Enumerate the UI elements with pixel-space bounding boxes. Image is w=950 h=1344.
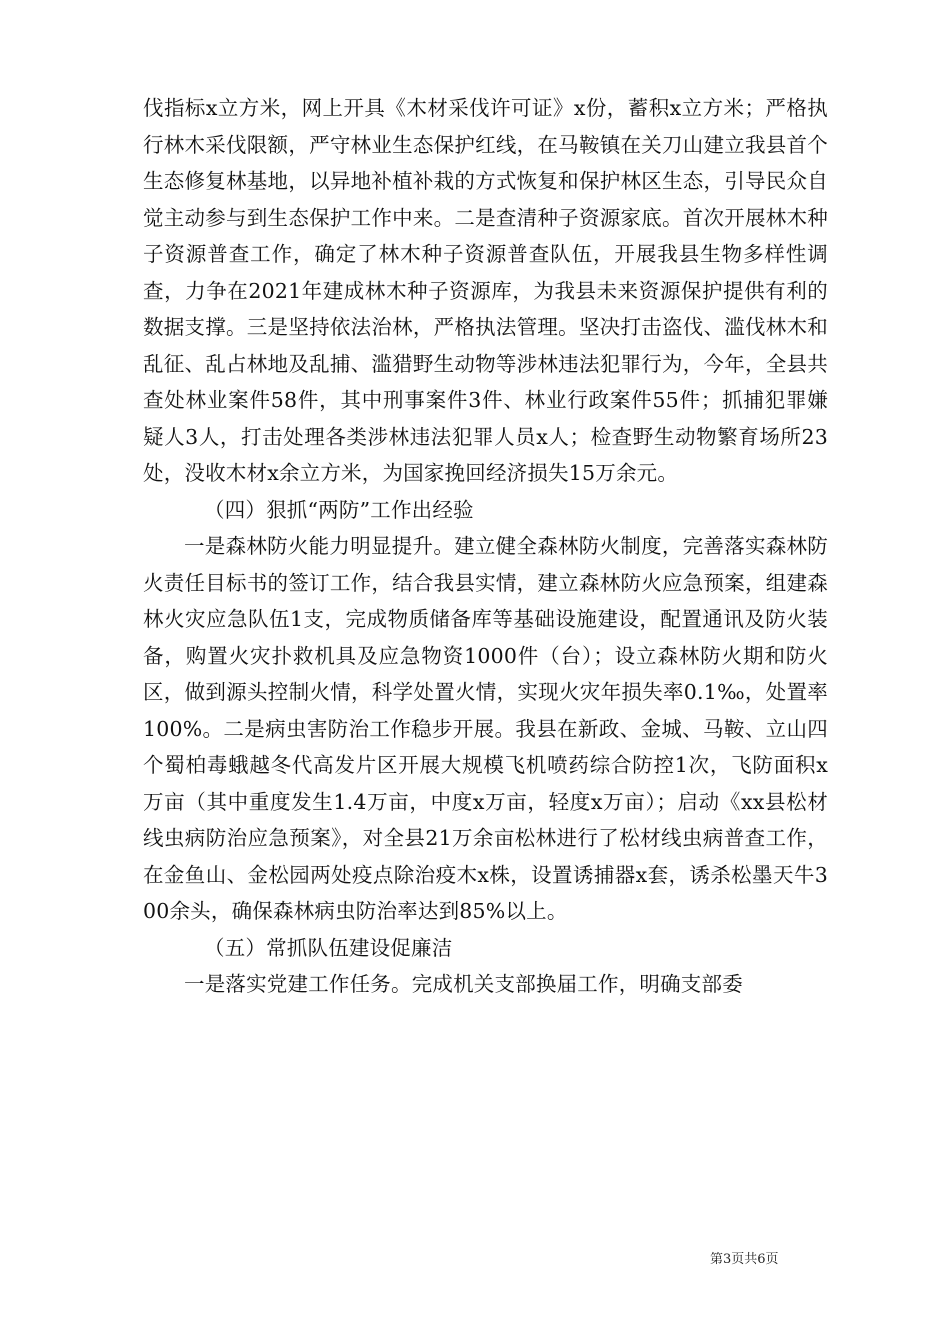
section-heading-4: （四）狠抓“两防”工作出经验 — [204, 497, 474, 522]
section-heading-5: （五）常抓队伍建设促廉洁 — [204, 935, 453, 960]
page-number: 第3页共6页 — [710, 1252, 779, 1267]
document-body — [143, 90, 828, 1003]
paragraph-body-3: 一是落实党建工作任务。完成机关支部换届工作，明确支部委 — [184, 972, 743, 996]
paragraph-body-2: 一是森林防火能力明显提升。建立健全森林防火制度，完善落实森林防火责任目标书的签订工作，结合我县实情，建立森林防火应急预案，组建森林火灾应急队伍1支，完成物质储备库等基础设施建设，配置通讯及防火装备，购置火灾扑救机具及应急物资1000件（台）；设立森林防火期和防火区，做到源头控制火情，科学处置火情，实现火灾年损失率0.1‰，处置率100%。二是病虫害防治工作稳步开展。我县在新政、金城、马鞍、立山四个蜀柏毒蛾越冬代高发片区开展大规模飞机喷药综合防控1次，飞防面积x万亩（其中重度发生1.4万亩，中度x万亩，轻度x万亩）；启动《xx县松材线虫病防治应急预案》，对全县21万余亩松林进行了松材线虫病普查工作，在金鱼山、金松园两处疫点除治疫木x株，设置诱捕器x套，诱杀松墨天牛300余头，确保森林病虫防治率达到85%以上。 — [143, 534, 828, 923]
paragraph-body-1: 伐指标x立方米，网上开具《木材采伐许可证》x份，蓄积x立方米；严格执行林木采伐限额，严守林业生态保护红线，在马鞍镇在关刀山建立我县首个生态修复林基地，以异地补植补栽的方式恢复和保护林区生态，引导民众自觉主动参与到生态保护工作中来。二是查清种子资源家底。首次开展林木种子资源普查工作，确定了林木种子资源普查队伍，开展我县生物多样性调查，力争在2021年建成林木种子资源库，为我县未来资源保护提供有利的数据支撑。三是坚持依法治林，严格执法管理。坚决打击盗伐、滥伐林木和乱征、乱占林地及乱捕、滥猎野生动物等涉林违法犯罪行为，今年，全县共查处林业案件58件，其中刑事案件3件、林业行政案件55件；抓捕犯罪嫌疑人3人，打击处理各类涉林违法犯罪人员x人；检查野生动物繁育场所23处，没收木材x余立方米，为国家挽回经济损失15万余元。 — [143, 96, 828, 485]
